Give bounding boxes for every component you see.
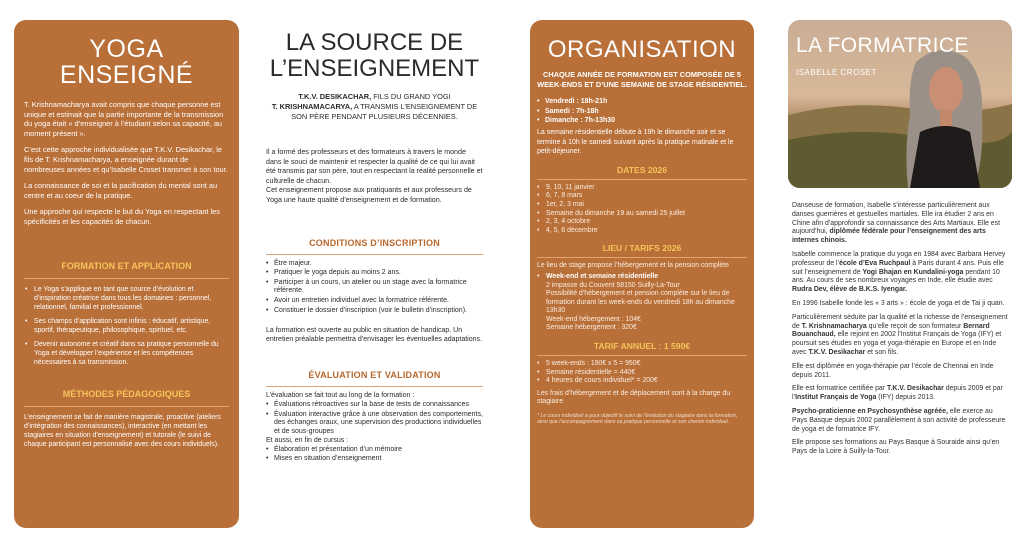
panel-organisation xyxy=(530,20,754,528)
list-item: • 9, 10, 11 janvier xyxy=(537,184,747,193)
schedule-note: La semaine résidentielle débute à 19h le dimanche soir et se termine à 10h le samedi suivant après la pratique matinale et le petit-déjeuner. xyxy=(537,128,734,156)
paragraph: L’enseignement se fait de manière magistrale, proactive (ateliers d’intégration des connaissances), interactive (en mettant les stagiaires en situation d’enseignement) et tutorale (le suivi de chaque participant est personnalisé avec des cours individuels). xyxy=(24,413,221,448)
panel-title: YOGA ENSEIGNÉ xyxy=(59,35,194,89)
paragraph xyxy=(792,314,1009,358)
bold-text: T. Krishnamacharya xyxy=(801,322,867,330)
bold-text: Rudra Dev, élève de B.K.S. Iyengar. xyxy=(792,286,908,294)
list-item: • 4 heures de cours individuel* = 200€ xyxy=(537,377,747,386)
lieu-line: Possibilité d’hébergement et pension complète sur le lieu de formation durant les week-ends du vendredi 18h au dimanche 13h30 xyxy=(546,290,735,315)
formatrice-photo xyxy=(788,20,1012,188)
list-item: • Évaluation interactive grâce à une observation des comportements, des échanges oraux, une supervision des productions individuelles et de sous-groupes xyxy=(266,411,483,437)
section-title-conditions: CONDITIONS D’INSCRIPTION xyxy=(309,237,440,248)
tarif-note: Les frais d’hébergement et de déplacement sont à la charge du stagiaire xyxy=(537,389,731,406)
panel-source-enseignement xyxy=(262,20,487,528)
list-item: • Devenir autonome et créatif dans sa pratique personnelle du Yoga et développer l’expérience et les compétences nécessaires à sa transmission. xyxy=(24,340,229,367)
conditions-list xyxy=(266,260,483,316)
schedule xyxy=(537,97,747,157)
evaluation-mid: Et aussi, en fin de cursus : xyxy=(266,437,349,445)
list-item: • Évaluations rétroactives sur la base de tests de connaissances xyxy=(266,401,483,410)
panel-title: ORGANISATION xyxy=(547,36,737,63)
bold-text: école d’Eva Ruchpaul xyxy=(839,259,911,267)
dates-list xyxy=(537,184,747,236)
list-item: • Ses champs d’application sont infinis : éducatif, artistique, sportif, thérapeutique, philosophique, spirituel, etc. xyxy=(24,317,229,335)
schedule-item: • Samedi : 7h-18h xyxy=(537,107,747,117)
section-title-formation: FORMATION ET APPLICATION xyxy=(61,260,192,271)
bold-text: Psycho-praticienne en Psychosynthèse agréée, xyxy=(792,407,948,415)
paragraph: Elle propose ses formations au Pays Basque à Souraide ainsi qu’en Pays de la Loire à Suilly-la-Tour. xyxy=(792,439,1000,456)
bold-text: diplômée fédérale pour l’enseignement des arts internes chinois. xyxy=(792,228,986,245)
list-item: • Avoir un entretien individuel avec la formatrice référente. xyxy=(266,297,483,306)
text: qu’elle reçoit de son formateur xyxy=(866,322,964,330)
bold-text: T. KRISHNAMACARYA, xyxy=(271,102,353,111)
bold-text: Bernard Bouanchaud, xyxy=(792,322,990,339)
section-title-lieu: LIEU / TARIFS 2026 xyxy=(602,243,682,254)
lieu-item-title: Week-end et semaine résidentielle xyxy=(546,272,659,280)
text: Isabelle commence la pratique du yoga en 1984 avec Barbara Hervey professeur de l’ xyxy=(792,250,1006,267)
paragraph: T. Krishnamacharya avait compris que chaque personne est unique et estimait que la partie importante de la transmission du yoga était « d’enseigner à l’étudiant selon sa capacité, au moment présent ». xyxy=(24,100,224,138)
list-item: • 1er, 2, 3 mai xyxy=(537,201,747,210)
list-item: • Élaboration et présentation d’un mémoire xyxy=(266,446,483,455)
divider xyxy=(537,257,747,258)
bold-text: Institut Français de Yoga xyxy=(795,394,877,402)
text: et son fils. xyxy=(865,348,899,356)
lieu-list xyxy=(537,273,747,333)
paragraph: Cet enseignement propose aux pratiquants et aux professeurs de Yoga une haute qualité d’enseignement et de formation. xyxy=(266,186,472,204)
evaluation-list xyxy=(266,401,483,436)
paragraph xyxy=(792,251,1009,295)
list-item: • Semaine du dimanche 19 au samedi 25 juillet xyxy=(537,210,747,219)
text: elle exerce au Pays Basque depuis 2002 parallèlement à son activité de professeure de yoga et de formatrice IFY. xyxy=(792,407,1006,433)
lieu-text: Le lieu de stage propose l’hébergement et la pension complète xyxy=(537,262,729,270)
bold-text: T.K.V. Desikachar xyxy=(886,385,944,393)
divider xyxy=(266,254,483,255)
evaluation-end-list xyxy=(266,446,483,464)
list-item: • Semaine résidentielle = 440€ xyxy=(537,369,747,378)
text: Elle est formatrice certifiée par xyxy=(792,385,887,393)
footnote: * Le cours individuel a pour objectif le suivi de l’évolution du stagiaire dans la formation, ainsi que l’accompagnement dans sa pratique personnelle et son chemin individuel. xyxy=(537,413,738,426)
list-item: • 2, 3, 4 octobre xyxy=(537,218,747,227)
text: Particulièrement séduite par la qualité et la richesse de l’enseignement de xyxy=(792,313,1008,330)
organisation-intro: CHAQUE ANNÉE DE FORMATION EST COMPOSÉE DE 5 WEEK-ENDS ET D’UNE SEMAINE DE STAGE RÉSIDENTIEL. xyxy=(537,70,747,89)
bold-text: T.K.V. Desikachar xyxy=(808,348,866,356)
list-item: • Être majeur. xyxy=(266,260,483,269)
section-title-methodes: MÉTHODES PÉDAGOGIQUES xyxy=(62,388,191,399)
body-text xyxy=(266,148,483,206)
text: à Paris durant 4 ans. Puis elle suit l’enseignement de xyxy=(792,259,1004,276)
paragraph: En 1996 Isabelle fonde les « 3 arts » : école de yoga et de Tai ji quan. xyxy=(792,299,1005,307)
lieu-line: Semaine hébergement : 320€ xyxy=(546,324,637,332)
text: pendant 10 ans. Au cours de ses nombreux voyages en Inde, elle étudie avec xyxy=(792,268,1000,285)
schedule-item: • Vendredi : 18h-21h xyxy=(537,97,747,107)
bold-text: T.K.V. DESIKACHAR, xyxy=(298,92,372,101)
paragraph xyxy=(792,408,1009,434)
panel-formatrice xyxy=(788,20,1013,528)
paragraph: Il a formé des professeurs et des formateurs à travers le monde dans le souci de maintenir et respecter la qualité de ce qui lui avait été transmis par son père, tout en respectant la réalité personnelle et culturelle de chacun. xyxy=(266,148,483,185)
schedule-item: • Dimanche : 7h-13h30 xyxy=(537,116,747,126)
divider xyxy=(537,355,747,356)
evaluation-intro: L’évaluation se fait tout au long de la formation : xyxy=(266,392,415,400)
paragraph xyxy=(792,202,1009,246)
bio-text xyxy=(788,202,1013,457)
panel-title: LA FORMATRICE xyxy=(796,34,969,57)
lieu-line: 2 impasse du Couvent 58150 Suilly-La-Tour xyxy=(546,281,680,289)
paragraph: La connaissance de soi et la pacification du mental sont au centre et au coeur de la pratique. xyxy=(24,181,218,200)
paragraph: C’est cette approche individualisée que T.K.V. Desikachar, le fils de T. Krishnamacharya, a enseignée durant de nombreuses années et qu’Isabelle Croset transmet à son tour. xyxy=(24,145,228,174)
text: (IFY) depuis 2013. xyxy=(876,394,935,402)
panel-subtitle: ISABELLE CROSET xyxy=(796,68,877,77)
list-item: • 4, 5, 6 décembre xyxy=(537,227,747,236)
paragraph: Elle est diplômée en yoga-thérapie par l’école de Chennai en Inde depuis 2011. xyxy=(792,362,994,379)
tarifs-list xyxy=(537,360,747,386)
text: depuis 2009 et par l’ xyxy=(792,385,1003,402)
text: FILS DU GRAND YOGI xyxy=(371,92,451,101)
methodes-text xyxy=(24,406,229,449)
panel-title: LA SOURCE DE L’ENSEIGNEMENT xyxy=(269,29,480,82)
paragraph: Une approche qui respecte le but du Yoga en respectant les spécificités et les capacités de chacun. xyxy=(24,207,220,226)
conditions-note: La formation est ouverte au public en situation de handicap. Un entretien préalable permettra d’envisager les éventuelles adaptations. xyxy=(266,327,482,343)
list-item: • Le Yoga s’applique en tant que source d’évolution et d’inspiration créatrice dans tous les domaines : personnel, relationnel, familial et professionnel. xyxy=(24,285,229,312)
paragraph xyxy=(792,385,1009,403)
subtitle xyxy=(266,92,483,122)
text: A TRANSMIS L’ENSEIGNEMENT DE SON PÈRE PENDANT PLUSIEURS DÉCENNIES. xyxy=(291,102,478,121)
list-item: • Pratiquer le yoga depuis au moins 2 ans. xyxy=(266,269,483,278)
panel-yoga-enseigne xyxy=(14,20,239,528)
text: Danseuse de formation, Isabelle s’intéresse particulièrement aux danses guerrières et gestuelles martiales. Elle ira étudier 2 ans en Chine afin d’approfondir sa connaissance des Arts Martiaux. Elle est aujourd’hui, xyxy=(792,202,1000,236)
list-item: • 6, 7, 8 mars xyxy=(537,192,747,201)
bold-text: Yogi Bhajan en Kundalini-yoga xyxy=(862,268,964,276)
section-title-dates: DATES 2026 xyxy=(617,164,667,175)
list-item: • Constituer le dossier d’inscription (voir le bulletin d’inscription). xyxy=(266,307,483,316)
divider xyxy=(266,386,483,387)
section-title-evaluation: ÉVALUATION ET VALIDATION xyxy=(308,370,441,381)
divider xyxy=(537,179,747,180)
section-title-tarif: TARIF ANNUEL : 1 590€ xyxy=(593,341,691,352)
list-item: • 5 week-ends : 190€ x 5 = 950€ xyxy=(537,360,747,369)
text: elle rejoint en 2002 l’Institut Français de Yoga (IFY) et poursuit ses études en yoga et yoga-thérapie en Europe et en Inde avec xyxy=(792,331,1002,356)
lieu-line: Week-end hébergement : 104€ xyxy=(546,315,641,323)
list-item xyxy=(537,273,747,333)
list-item: • Participer à un cours, un atelier ou un stage avec la formatrice référente. xyxy=(266,279,483,296)
formation-list xyxy=(24,278,229,367)
list-item: • Mises en situation d’enseignement xyxy=(266,455,483,464)
intro-text xyxy=(24,100,229,227)
